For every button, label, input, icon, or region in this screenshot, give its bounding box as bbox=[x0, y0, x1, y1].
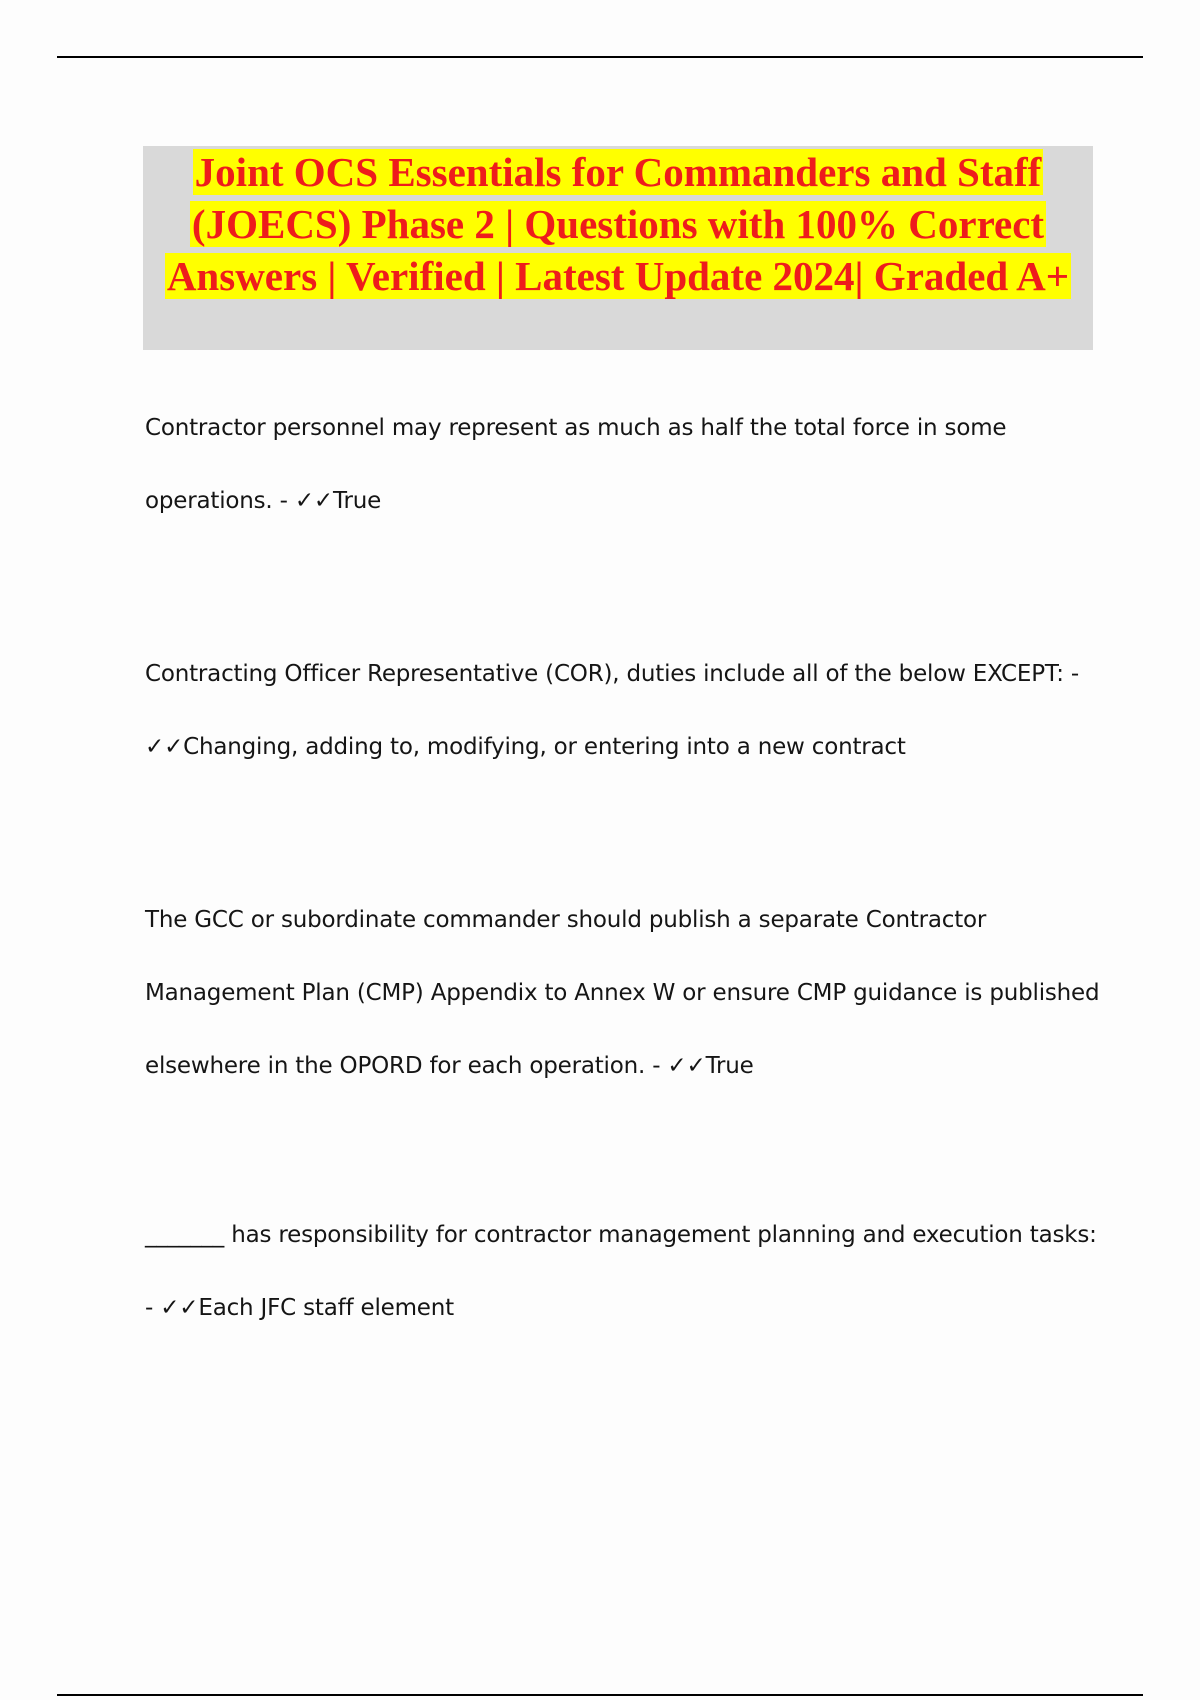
answer-text: ✓✓True bbox=[294, 488, 382, 514]
document-title-text: Joint OCS Essentials for Commanders and Staff (JOECS) Phase 2 | Questions with 100% Correct Answers | Verified | Latest Update 2024| Graded A+ bbox=[166, 149, 1070, 299]
answer-text: ✓✓Changing, adding to, modifying, or entering into a new contract bbox=[145, 734, 906, 760]
qa-item bbox=[145, 638, 1105, 784]
question-text: _______ has responsibility for contractor management planning and execution tasks: - bbox=[145, 1222, 1097, 1321]
question-text: Contracting Officer Representative (COR), duties include all of the below EXCEPT: - bbox=[145, 661, 1079, 687]
footer-rule bbox=[57, 1694, 1143, 1696]
question-text: Contractor personnel may represent as much as half the total force in some operations. - bbox=[145, 415, 1007, 514]
header-rule bbox=[57, 56, 1143, 58]
answer-text: ✓✓True bbox=[667, 1053, 754, 1079]
question-text: The GCC or subordinate commander should publish a separate Contractor Management Plan (CMP) Appendix to Annex W or ensure CMP guidance is published elsewhere in the OPORD for each operation. - bbox=[145, 907, 1100, 1079]
qa-item bbox=[145, 392, 1105, 538]
answer-text: ✓✓Each JFC staff element bbox=[160, 1295, 454, 1321]
qa-item bbox=[145, 1199, 1105, 1345]
document-title bbox=[143, 146, 1093, 302]
qa-item bbox=[145, 884, 1105, 1103]
title-banner bbox=[143, 146, 1093, 350]
